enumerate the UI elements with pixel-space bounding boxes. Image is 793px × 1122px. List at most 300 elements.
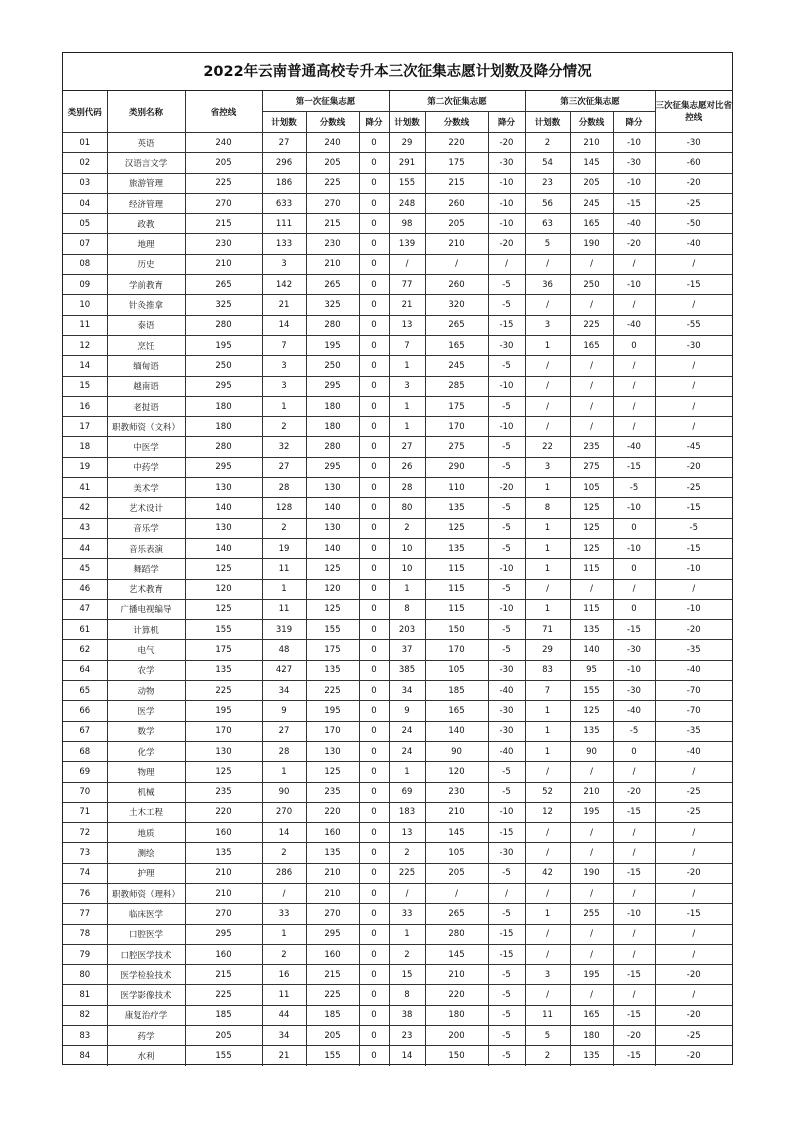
table-row	[63, 335, 732, 355]
cell-r2-drop: -5	[488, 965, 525, 985]
cell-name: 数学	[107, 721, 185, 741]
cell-compare: -40	[655, 741, 732, 761]
cell-r2-plan: 23	[389, 1026, 425, 1046]
cell-code: 41	[63, 478, 107, 498]
cell-r1-plan: 14	[262, 315, 306, 335]
cell-r1-score: 265	[306, 275, 359, 295]
cell-r2-drop: -5	[488, 640, 525, 660]
cell-code: 47	[63, 599, 107, 619]
cell-r1-score: 135	[306, 843, 359, 863]
cell-control-line: 325	[185, 295, 262, 315]
cell-code: 04	[63, 193, 107, 213]
cell-r3-plan: 83	[525, 660, 570, 680]
cell-r2-drop: /	[488, 254, 525, 274]
cell-r3-score: 190	[570, 234, 613, 254]
cell-r3-score: 245	[570, 193, 613, 213]
cell-r2-score: 135	[425, 538, 488, 558]
cell-r1-drop: 0	[359, 843, 389, 863]
table-row	[63, 417, 732, 437]
cell-r1-score: 325	[306, 295, 359, 315]
cell-r3-score: 105	[570, 478, 613, 498]
cell-r3-plan: /	[525, 823, 570, 843]
cell-r1-drop: 0	[359, 965, 389, 985]
cell-r2-plan: 28	[389, 478, 425, 498]
cell-r1-score: 130	[306, 741, 359, 761]
cell-r3-plan: /	[525, 417, 570, 437]
cell-control-line: 140	[185, 498, 262, 518]
cell-r1-plan: 142	[262, 275, 306, 295]
cell-r2-plan: 13	[389, 823, 425, 843]
cell-r2-score: 215	[425, 173, 488, 193]
cell-r2-drop: -10	[488, 376, 525, 396]
cell-r3-drop: -15	[613, 620, 655, 640]
cell-control-line: 120	[185, 579, 262, 599]
cell-r2-score: 260	[425, 275, 488, 295]
cell-r1-plan: 48	[262, 640, 306, 660]
cell-r3-score: 165	[570, 335, 613, 355]
cell-r2-drop: -10	[488, 417, 525, 437]
cell-control-line: 220	[185, 802, 262, 822]
cell-r2-score: 265	[425, 315, 488, 335]
table-row	[63, 478, 732, 498]
table-row	[63, 843, 732, 863]
cell-r2-plan: 2	[389, 843, 425, 863]
cell-code: 42	[63, 498, 107, 518]
cell-compare: /	[655, 254, 732, 274]
cell-control-line: 210	[185, 254, 262, 274]
cell-r1-score: 140	[306, 498, 359, 518]
cell-compare: /	[655, 396, 732, 416]
cell-r2-score: 220	[425, 985, 488, 1005]
cell-r2-plan: 1	[389, 396, 425, 416]
cell-r3-plan: 12	[525, 802, 570, 822]
cell-r3-plan: 3	[525, 965, 570, 985]
cell-r2-drop: -20	[488, 234, 525, 254]
cell-r3-drop: -15	[613, 1005, 655, 1025]
cell-name: 测绘	[107, 843, 185, 863]
cell-control-line: 280	[185, 315, 262, 335]
cell-code: 09	[63, 275, 107, 295]
cell-r3-score: 155	[570, 681, 613, 701]
cell-compare: -10	[655, 559, 732, 579]
cell-r1-score: 240	[306, 133, 359, 153]
cell-control-line: 195	[185, 701, 262, 721]
table-row	[63, 214, 732, 234]
cell-r2-drop: -5	[488, 579, 525, 599]
cell-r3-score: 165	[570, 214, 613, 234]
cell-r3-drop: 0	[613, 741, 655, 761]
cell-r3-plan: 1	[525, 335, 570, 355]
cell-r2-score: 145	[425, 944, 488, 964]
cell-r3-score: /	[570, 843, 613, 863]
cell-r2-drop: -15	[488, 924, 525, 944]
cell-name: 中医学	[107, 437, 185, 457]
cell-compare: -55	[655, 315, 732, 335]
cell-r3-plan: /	[525, 883, 570, 903]
cell-r1-plan: 186	[262, 173, 306, 193]
cell-r1-drop: 0	[359, 295, 389, 315]
cell-r2-plan: 1	[389, 579, 425, 599]
cell-name: 经济管理	[107, 193, 185, 213]
cell-r2-drop: -10	[488, 559, 525, 579]
cell-r1-drop: 0	[359, 335, 389, 355]
cell-r3-plan: /	[525, 254, 570, 274]
cell-control-line: 235	[185, 782, 262, 802]
cell-control-line: 205	[185, 153, 262, 173]
cell-r2-drop: -5	[488, 457, 525, 477]
cell-r1-score: 180	[306, 417, 359, 437]
cell-r1-drop: 0	[359, 254, 389, 274]
cell-code: 11	[63, 315, 107, 335]
cell-name: 中药学	[107, 457, 185, 477]
cell-r1-plan: 21	[262, 295, 306, 315]
cell-control-line: 295	[185, 924, 262, 944]
cell-control-line: 135	[185, 843, 262, 863]
cell-r1-score: 170	[306, 721, 359, 741]
cell-r2-plan: 34	[389, 681, 425, 701]
cell-r2-plan: 26	[389, 457, 425, 477]
cell-r3-plan: 1	[525, 559, 570, 579]
cell-control-line: 155	[185, 1046, 262, 1066]
cell-r3-plan: 36	[525, 275, 570, 295]
cell-r3-plan: 71	[525, 620, 570, 640]
cell-r1-drop: 0	[359, 599, 389, 619]
cell-r3-score: /	[570, 254, 613, 274]
cell-r3-drop: /	[613, 985, 655, 1005]
cell-name: 学前教育	[107, 275, 185, 295]
cell-r1-score: 225	[306, 985, 359, 1005]
cell-r3-drop: /	[613, 417, 655, 437]
cell-name: 护理	[107, 863, 185, 883]
cell-r2-score: 290	[425, 457, 488, 477]
cell-r2-score: 245	[425, 356, 488, 376]
cell-r3-drop: /	[613, 944, 655, 964]
cell-r3-plan: 3	[525, 315, 570, 335]
cell-r3-plan: 1	[525, 538, 570, 558]
cell-r1-drop: 0	[359, 518, 389, 538]
cell-r1-plan: 2	[262, 518, 306, 538]
table-row	[63, 965, 732, 985]
cell-r2-drop: -5	[488, 904, 525, 924]
cell-r2-plan: 9	[389, 701, 425, 721]
table-row	[63, 701, 732, 721]
table-row	[63, 944, 732, 964]
cell-code: 62	[63, 640, 107, 660]
cell-r3-drop: 0	[613, 599, 655, 619]
cell-name: 医学影像技术	[107, 985, 185, 1005]
table-row	[63, 802, 732, 822]
cell-r2-score: 125	[425, 518, 488, 538]
cell-r2-plan: 33	[389, 904, 425, 924]
cell-r1-plan: 286	[262, 863, 306, 883]
cell-name: 越南语	[107, 376, 185, 396]
cell-r2-plan: 98	[389, 214, 425, 234]
cell-r3-drop: -5	[613, 721, 655, 741]
cell-r1-drop: 0	[359, 559, 389, 579]
cell-r2-score: 165	[425, 701, 488, 721]
cell-code: 16	[63, 396, 107, 416]
cell-r3-drop: 0	[613, 335, 655, 355]
cell-r2-plan: 77	[389, 275, 425, 295]
cell-r3-drop: -40	[613, 214, 655, 234]
header-r1-drop: 降分	[359, 112, 389, 133]
cell-r1-drop: 0	[359, 620, 389, 640]
cell-r1-plan: 7	[262, 335, 306, 355]
cell-r2-drop: -5	[488, 437, 525, 457]
cell-r2-score: 230	[425, 782, 488, 802]
table-row	[63, 254, 732, 274]
cell-r2-score: 180	[425, 1005, 488, 1025]
cell-r2-score: 115	[425, 599, 488, 619]
cell-r1-plan: 27	[262, 721, 306, 741]
cell-r3-score: 125	[570, 518, 613, 538]
cell-r1-drop: 0	[359, 457, 389, 477]
cell-r2-plan: 225	[389, 863, 425, 883]
cell-compare: -40	[655, 660, 732, 680]
cell-name: 针灸推拿	[107, 295, 185, 315]
cell-code: 76	[63, 883, 107, 903]
cell-r3-drop: -30	[613, 153, 655, 173]
header-round-3: 第三次征集志愿	[525, 91, 655, 112]
cell-r2-score: 135	[425, 498, 488, 518]
cell-r2-plan: 203	[389, 620, 425, 640]
cell-r3-drop: -10	[613, 133, 655, 153]
cell-r3-score: 125	[570, 701, 613, 721]
cell-r3-drop: -30	[613, 681, 655, 701]
cell-r1-plan: 32	[262, 437, 306, 457]
cell-r2-plan: 15	[389, 965, 425, 985]
cell-r2-drop: -30	[488, 843, 525, 863]
cell-r3-score: /	[570, 356, 613, 376]
cell-r2-score: 285	[425, 376, 488, 396]
cell-code: 77	[63, 904, 107, 924]
cell-code: 19	[63, 457, 107, 477]
cell-r1-plan: 33	[262, 904, 306, 924]
cell-r3-drop: /	[613, 356, 655, 376]
cell-control-line: 240	[185, 133, 262, 153]
cell-r2-plan: 1	[389, 924, 425, 944]
table-body	[63, 133, 732, 1066]
header-r2-score: 分数线	[425, 112, 488, 133]
cell-compare: -15	[655, 538, 732, 558]
header-r3-plan: 计划数	[525, 112, 570, 133]
cell-r3-plan: 3	[525, 457, 570, 477]
cell-r1-drop: 0	[359, 173, 389, 193]
cell-name: 泰语	[107, 315, 185, 335]
cell-name: 口腔医学	[107, 924, 185, 944]
cell-r3-plan: /	[525, 356, 570, 376]
cell-r1-plan: 2	[262, 843, 306, 863]
cell-r1-plan: /	[262, 883, 306, 903]
cell-r1-plan: 319	[262, 620, 306, 640]
cell-code: 80	[63, 965, 107, 985]
cell-r2-drop: -5	[488, 620, 525, 640]
cell-r3-score: 205	[570, 173, 613, 193]
cell-r1-score: 250	[306, 356, 359, 376]
cell-code: 03	[63, 173, 107, 193]
cell-r3-score: /	[570, 417, 613, 437]
cell-r3-plan: 7	[525, 681, 570, 701]
cell-r3-plan: 1	[525, 478, 570, 498]
cell-r1-score: 155	[306, 620, 359, 640]
score-table-sheet	[62, 52, 733, 1065]
cell-r3-drop: -15	[613, 863, 655, 883]
cell-r1-drop: 0	[359, 356, 389, 376]
cell-r1-plan: 1	[262, 762, 306, 782]
cell-r3-score: 90	[570, 741, 613, 761]
cell-r1-drop: 0	[359, 924, 389, 944]
cell-compare: -25	[655, 782, 732, 802]
cell-r1-score: 280	[306, 315, 359, 335]
cell-r1-score: 270	[306, 193, 359, 213]
cell-compare: -50	[655, 214, 732, 234]
cell-r2-drop: -10	[488, 599, 525, 619]
cell-r1-drop: 0	[359, 417, 389, 437]
cell-r2-score: 150	[425, 1046, 488, 1066]
cell-r3-score: /	[570, 823, 613, 843]
cell-r1-plan: 1	[262, 924, 306, 944]
cell-r2-score: /	[425, 254, 488, 274]
cell-r2-score: 200	[425, 1026, 488, 1046]
cell-r3-score: 115	[570, 599, 613, 619]
cell-compare: -35	[655, 721, 732, 741]
table-row	[63, 133, 732, 153]
cell-r3-score: 275	[570, 457, 613, 477]
cell-compare: -15	[655, 904, 732, 924]
cell-r2-plan: 8	[389, 599, 425, 619]
cell-compare: -20	[655, 173, 732, 193]
cell-r1-drop: 0	[359, 538, 389, 558]
table-row	[63, 640, 732, 660]
cell-r2-drop: -5	[488, 295, 525, 315]
cell-r2-plan: /	[389, 883, 425, 903]
table-row	[63, 538, 732, 558]
cell-name: 烹饪	[107, 335, 185, 355]
table-row	[63, 356, 732, 376]
cell-r3-plan: 63	[525, 214, 570, 234]
cell-control-line: 210	[185, 883, 262, 903]
cell-r2-score: 220	[425, 133, 488, 153]
cell-code: 01	[63, 133, 107, 153]
table-row	[63, 498, 732, 518]
cell-r3-plan: 1	[525, 904, 570, 924]
cell-r3-plan: 1	[525, 518, 570, 538]
cell-r2-score: 140	[425, 721, 488, 741]
cell-r3-drop: /	[613, 843, 655, 863]
table-row	[63, 721, 732, 741]
cell-code: 78	[63, 924, 107, 944]
cell-compare: /	[655, 762, 732, 782]
cell-compare: -15	[655, 498, 732, 518]
cell-control-line: 175	[185, 640, 262, 660]
cell-name: 音乐表演	[107, 538, 185, 558]
table-row	[63, 437, 732, 457]
header-r1-score: 分数线	[306, 112, 359, 133]
cell-r3-score: /	[570, 985, 613, 1005]
cell-r2-plan: /	[389, 254, 425, 274]
cell-r2-score: 115	[425, 559, 488, 579]
cell-r3-score: 135	[570, 620, 613, 640]
cell-r2-plan: 27	[389, 437, 425, 457]
cell-r2-plan: 139	[389, 234, 425, 254]
cell-name: 职教师资（理科）	[107, 883, 185, 903]
cell-r2-drop: -15	[488, 315, 525, 335]
cell-r3-drop: -30	[613, 640, 655, 660]
table-row	[63, 518, 732, 538]
cell-code: 18	[63, 437, 107, 457]
cell-r1-drop: 0	[359, 193, 389, 213]
cell-control-line: 130	[185, 518, 262, 538]
cell-r1-score: 220	[306, 802, 359, 822]
cell-r1-score: 230	[306, 234, 359, 254]
cell-r3-plan: /	[525, 924, 570, 944]
cell-r2-score: 280	[425, 924, 488, 944]
cell-r1-score: 175	[306, 640, 359, 660]
cell-r1-score: 215	[306, 965, 359, 985]
cell-r1-plan: 28	[262, 478, 306, 498]
cell-r2-drop: -15	[488, 944, 525, 964]
cell-control-line: 195	[185, 335, 262, 355]
cell-r1-score: 180	[306, 396, 359, 416]
cell-r1-plan: 1	[262, 579, 306, 599]
cell-name: 老挝语	[107, 396, 185, 416]
table-row	[63, 782, 732, 802]
header-row-top	[63, 91, 732, 112]
cell-control-line: 295	[185, 376, 262, 396]
cell-r3-plan: /	[525, 396, 570, 416]
cell-compare: -5	[655, 518, 732, 538]
cell-control-line: 225	[185, 985, 262, 1005]
cell-r3-plan: 52	[525, 782, 570, 802]
table-row	[63, 741, 732, 761]
cell-compare: /	[655, 376, 732, 396]
cell-name: 药学	[107, 1026, 185, 1046]
cell-r1-score: 140	[306, 538, 359, 558]
cell-r2-plan: 1	[389, 762, 425, 782]
cell-r1-plan: 2	[262, 417, 306, 437]
cell-r2-drop: -10	[488, 802, 525, 822]
cell-compare: -20	[655, 620, 732, 640]
cell-r2-score: 170	[425, 640, 488, 660]
cell-r1-score: 205	[306, 1026, 359, 1046]
cell-compare: -25	[655, 193, 732, 213]
cell-compare: -20	[655, 1005, 732, 1025]
cell-r2-score: 175	[425, 396, 488, 416]
cell-control-line: 155	[185, 620, 262, 640]
cell-r2-drop: -30	[488, 660, 525, 680]
cell-r1-plan: 11	[262, 985, 306, 1005]
cell-r1-score: 120	[306, 579, 359, 599]
cell-control-line: 135	[185, 660, 262, 680]
header-r1-plan: 计划数	[262, 112, 306, 133]
cell-r2-plan: 183	[389, 802, 425, 822]
cell-name: 电气	[107, 640, 185, 660]
cell-r2-score: 90	[425, 741, 488, 761]
cell-r1-score: 195	[306, 335, 359, 355]
cell-code: 12	[63, 335, 107, 355]
cell-r2-drop: -20	[488, 133, 525, 153]
cell-r2-plan: 80	[389, 498, 425, 518]
cell-name: 地理	[107, 234, 185, 254]
cell-compare: /	[655, 883, 732, 903]
cell-r2-drop: -5	[488, 275, 525, 295]
cell-r3-drop: -20	[613, 234, 655, 254]
cell-r3-score: 115	[570, 559, 613, 579]
cell-r2-plan: 24	[389, 741, 425, 761]
cell-r1-drop: 0	[359, 944, 389, 964]
table-row	[63, 275, 732, 295]
cell-r2-score: 170	[425, 417, 488, 437]
